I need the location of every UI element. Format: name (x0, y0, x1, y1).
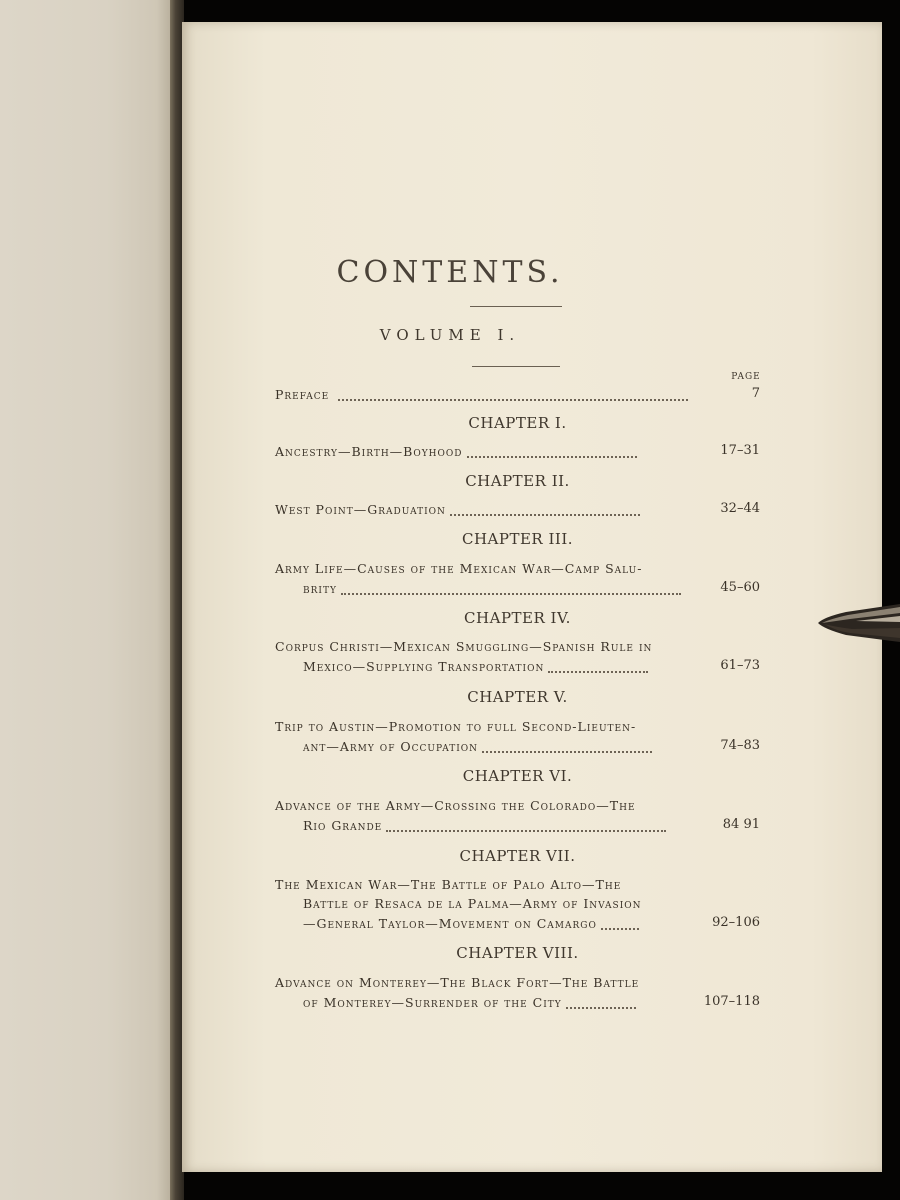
left-page (0, 0, 178, 1200)
entry-pages: 74–83 (720, 738, 760, 753)
entry-pages: 61–73 (720, 658, 760, 673)
entry-line: —General Taylor—Movement on Camargo (303, 916, 597, 931)
leader-dots (467, 441, 637, 458)
entry-pages: 45–60 (720, 580, 760, 595)
entry-line: ant—Army of Occupation (303, 739, 479, 754)
entry-line: Rio Grande (303, 818, 383, 833)
toc-entry[interactable] (275, 441, 760, 460)
entry-line: Trip to Austin—Promotion to full Second-Lieuten- (275, 719, 637, 734)
leader-dots (482, 736, 652, 753)
chapter-heading: CHAPTER II. (465, 472, 570, 490)
leader-dots (566, 992, 636, 1009)
pen-icon (816, 598, 900, 646)
chapter-heading: CHAPTER V. (467, 688, 568, 706)
entry-line: brity (303, 581, 337, 596)
toc-entry[interactable] (275, 875, 760, 932)
entry-line: Mexico—Supplying Transportation (303, 659, 545, 674)
entry-line: Corpus Christi—Mexican Smuggling—Spanish Rule in (275, 639, 653, 654)
entry-line: Advance on Monterey—The Black Fort—The Battle (275, 975, 640, 990)
toc-entry[interactable] (275, 637, 760, 675)
leader-dots (386, 815, 666, 832)
volume-title: VOLUME I. (379, 326, 521, 344)
chapter-heading: CHAPTER VI. (462, 767, 573, 785)
entry-line: Battle of Resaca de la Palma—Army of Invasion (303, 896, 642, 911)
toc-entry[interactable] (275, 559, 760, 597)
preface-title: Preface (275, 387, 330, 402)
entry-line: Army Life—Causes of the Mexican War—Camp Salu- (275, 561, 643, 576)
preface-entry[interactable] (275, 384, 760, 403)
entry-pages: 92–106 (712, 915, 760, 930)
toc-entry[interactable] (275, 796, 760, 834)
chapter-heading: CHAPTER IV. (464, 609, 571, 627)
toc-entry[interactable] (275, 717, 760, 755)
entry-line: Ancestry—Birth—Boyhood (275, 444, 463, 459)
chapter-heading: CHAPTER III. (461, 530, 574, 548)
chapter-heading: CHAPTER VIII. (456, 944, 579, 962)
chapter-heading: CHAPTER VII. (459, 847, 576, 865)
page-column-label: PAGE (731, 372, 761, 382)
toc-entry[interactable] (275, 499, 760, 518)
entry-line: Advance of the Army—Crossing the Colorado—The (275, 798, 636, 813)
leader-dots (338, 384, 688, 401)
leader-dots (450, 499, 640, 516)
entry-line: West Point—Graduation (275, 502, 446, 517)
page-title: CONTENTS. (336, 255, 564, 290)
chapter-heading: CHAPTER I. (468, 414, 567, 432)
entry-pages: 17–31 (720, 443, 760, 458)
entry-pages: 107–118 (703, 994, 760, 1009)
leader-dots (548, 656, 648, 673)
preface-page: 7 (751, 386, 760, 401)
entry-line: The Mexican War—The Battle of Palo Alto—The (275, 877, 622, 892)
entry-line: of Monterey—Surrender of the City (303, 995, 562, 1010)
toc-entry[interactable] (275, 973, 760, 1011)
entry-pages: 84 91 (722, 817, 760, 832)
volume-rule (472, 366, 560, 367)
title-rule (470, 306, 562, 307)
entry-pages: 32–44 (720, 501, 760, 516)
leader-dots (601, 913, 639, 930)
leader-dots (341, 578, 681, 595)
